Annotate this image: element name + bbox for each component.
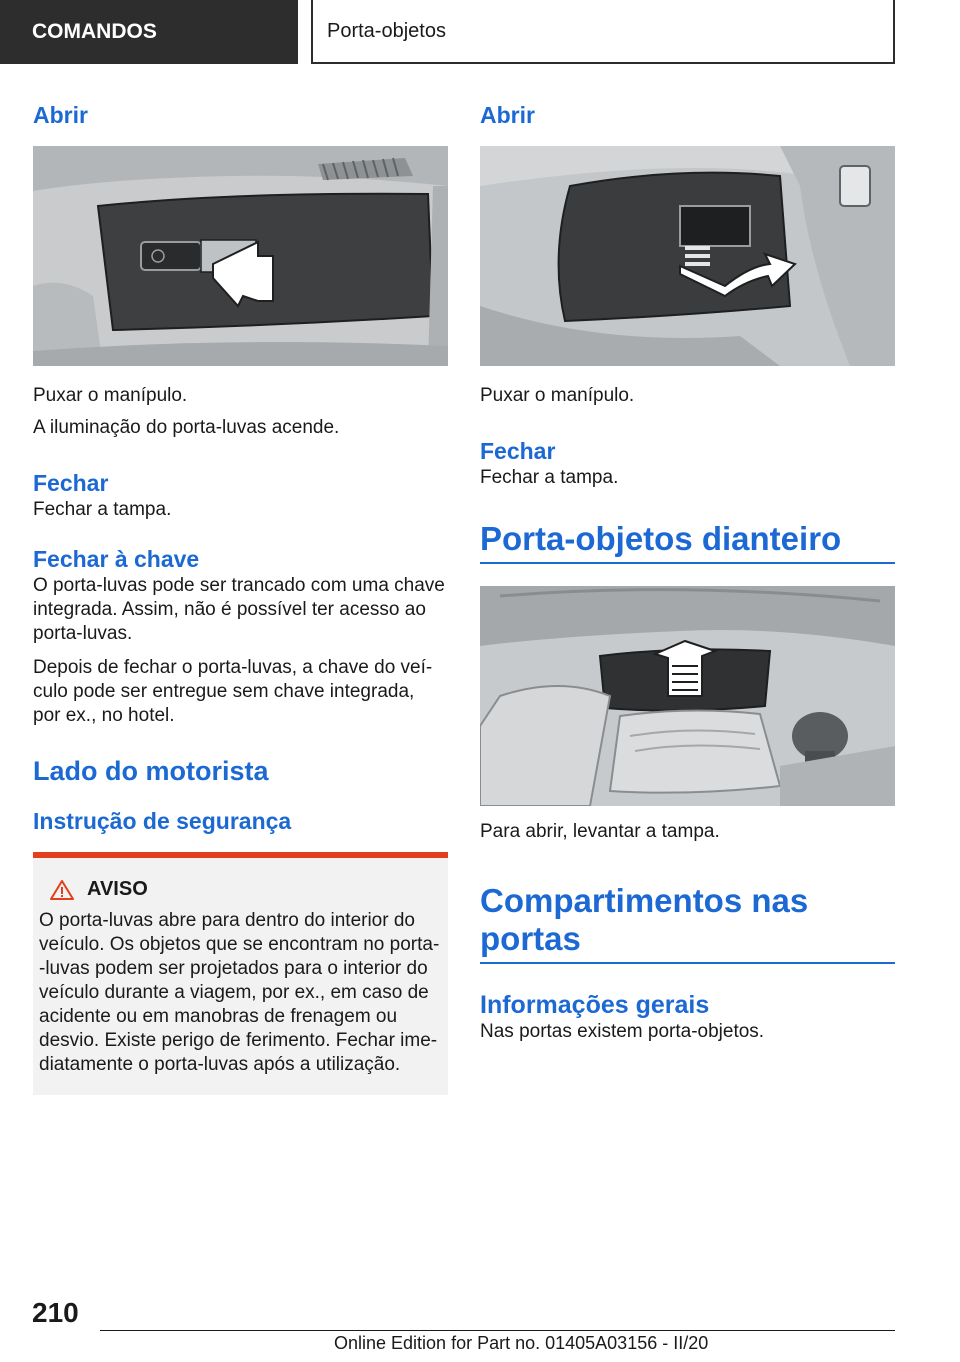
edition-note: Online Edition for Part no. 01405A03156 - II/20 [334, 1333, 709, 1353]
glovebox-open-photo [33, 146, 448, 366]
page-number: 210 [32, 1297, 79, 1328]
close-step-left: Fechar a tampa. [33, 499, 172, 520]
lock-line-1: O porta-luvas pode ser trancado com uma chave [33, 575, 445, 596]
heading-front-storage: Porta-objetos dianteiro [480, 520, 842, 557]
topic-tab [311, 0, 895, 64]
front-storage-heading-block [480, 520, 895, 564]
lock-line-2: integrada. Assim, não é possível ter acesso ao [33, 599, 426, 620]
right-column [480, 100, 895, 1044]
lock-line-3: porta-luvas. [33, 623, 133, 644]
heading-open-right: Abrir [480, 102, 535, 128]
heading-open-left: Abrir [33, 102, 88, 128]
warning-title: AVISO [87, 878, 148, 900]
front-compartment-photo [480, 586, 895, 806]
lock-line-5: culo pode ser entregue sem chave integrada, [33, 681, 415, 702]
heading-safety: Instrução de segurança [33, 808, 292, 834]
topic-title: Porta-objetos [327, 19, 446, 42]
chapter-title: COMANDOS [32, 20, 157, 43]
heading-close-right: Fechar [480, 438, 556, 464]
warning-triangle-icon [49, 879, 75, 901]
warning-line-4: veículo durante a viagem, por ex., em caso de [39, 982, 429, 1003]
heading-close-left: Fechar [33, 470, 109, 496]
warning-line-3: -luvas podem ser projetados para o interior do [39, 958, 428, 979]
warning-line-2: veículo. Os objetos que se encontram no porta- [39, 934, 440, 955]
front-storage-step: Para abrir, levantar a tampa. [480, 821, 720, 842]
warning-box [33, 852, 448, 1095]
driver-compartment-photo [480, 146, 895, 366]
warning-line-6: desvio. Existe perigo de ferimento. Fechar ime- [39, 1030, 438, 1051]
footer-divider [100, 1330, 895, 1331]
heading-general-info: Informações gerais [480, 991, 710, 1019]
door-compartments-heading-block [480, 882, 895, 964]
lock-line-4: Depois de fechar o porta-luvas, a chave do veí- [33, 657, 433, 678]
warning-line-5: acidente ou em manobras de frenagem ou [39, 1006, 398, 1027]
warning-line-1: O porta-luvas abre para dentro do interior do [39, 910, 415, 931]
warning-line-7: diatamente o porta-luvas após a utilização. [39, 1054, 401, 1075]
open-step-2: A iluminação do porta-luvas acende. [33, 417, 340, 438]
chapter-tab [0, 0, 298, 64]
lock-line-6: por ex., no hotel. [33, 705, 175, 726]
open-step-1: Puxar o manípulo. [33, 385, 188, 406]
close-step-right: Fechar a tampa. [480, 467, 619, 488]
heading-door-compartments-1: Compartimentos nas [480, 882, 809, 919]
general-info-text: Nas portas existem porta-objetos. [480, 1021, 765, 1042]
left-column [33, 100, 448, 1095]
heading-door-compartments-2: portas [480, 920, 581, 957]
heading-lock: Fechar à chave [33, 546, 200, 572]
open-step-right: Puxar o manípulo. [480, 385, 635, 406]
heading-driver-side: Lado do motorista [33, 756, 269, 786]
